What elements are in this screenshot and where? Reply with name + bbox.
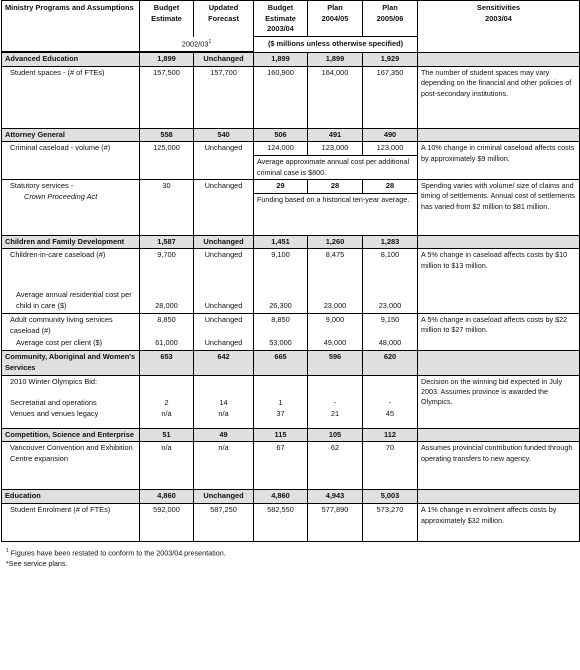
footnotes [6,548,580,570]
header-program: Ministry Programs and Assumptions [2,1,140,52]
table-row: Vancouver Convention and Exhibition Centre expansion n/a n/a 67 62 70 Assumes provincial contribution funded through operating transfers to new agency. [2,442,580,490]
footnote-1: $^1$ Figures have been restated to conform to the 2003/04 presentation. [6,548,226,558]
header-budget-estimate-0304: Budget Estimate 2003/04 [254,1,308,37]
section-children-family: Children and Family Development 1,587 Unchanged 1,451 1,260 1,283 [2,235,580,249]
section-advanced-education: Advanced Education 1,899 Unchanged 1,899 1,899 1,929 [2,52,580,66]
section-community-aboriginal: Community, Aboriginal and Women's Services 653 642 665 596 620 [2,351,580,375]
section-competition-science: Competition, Science and Enterprise 51 49 115 105 112 [2,428,580,442]
header-plan-0405: Plan 2004/05 [308,1,363,37]
header-year-0203: $2002/03^1$ [140,37,254,52]
section-education: Education 4,860 Unchanged 4,860 4,943 5,003 [2,490,580,504]
table-row: Funding based on a historical ten-year average. [2,193,580,235]
footnote-2: *See service plans. [6,559,68,569]
table-row: Student Enrolment (# of FTEs) 592,000 587,250 582,550 577,890 573,270 A 1% change in enrolment affects costs by approximately $32 million. [2,504,580,542]
header-units: ($ millions unless otherwise specified) [254,37,418,53]
ministry-assumptions-table [1,0,580,542]
header-budget-estimate: Budget Estimate [140,1,194,37]
table-row: Average cost per client ($) 61,000 Unchanged 53,000 49,000 48,000 [2,337,580,350]
header-updated-forecast: Updated Forecast [194,1,254,37]
table-row: Statutory services - Crown Proceeding Act 30 Unchanged 29 28 28 Spending varies with volume/ size of claims and timing of settlements. Annual cost of settlements has varied from $2 million to $81 million. [2,179,580,193]
table-row: 2010 Winter Olympics Bid: Secretariat and operations Venues and venues legacy 2 n/a 14 n/a 1 37 - 21 - 45 Decision on the winning bid expected in July 2003. Assumes province is awarded the Olympics. [2,375,580,428]
table-row: Average annual residential cost per child in care ($) 28,000 Unchanged 26,300 23,000 23,000 [2,289,580,313]
section-attorney-general: Attorney General 558 540 506 491 490 [2,128,580,142]
header-sensitivities: Sensitivities 2003/04 [418,1,580,53]
table-row: Adult community living services caseload (#) 8,850 Unchanged 8,850 9,000 9,150 A 5% change in caseload affects costs by $22 million to $27 million. [2,313,580,337]
table-row: Average approximate annual cost per additional criminal case is $800. [2,156,580,180]
table-row: Student spaces - (# of FTEs) 157,500 157,700 160,900 164,000 167,350 The number of student spaces may vary depending on the financial and other policies of post-secondary institutions. [2,66,580,128]
header-plan-0506: Plan 2005/06 [363,1,418,37]
table-row: Children-in-care caseload (#) 9,700 Unchanged 9,100 8,475 8,100 A 5% change in caseload affects costs by $10 million to $13 million. [2,249,580,290]
table-row: Criminal caseload - volume (#) 125,000 Unchanged 124,000 123,000 123,000 A 10% change in criminal caseload affects costs by approximately $9 million. [2,142,580,156]
